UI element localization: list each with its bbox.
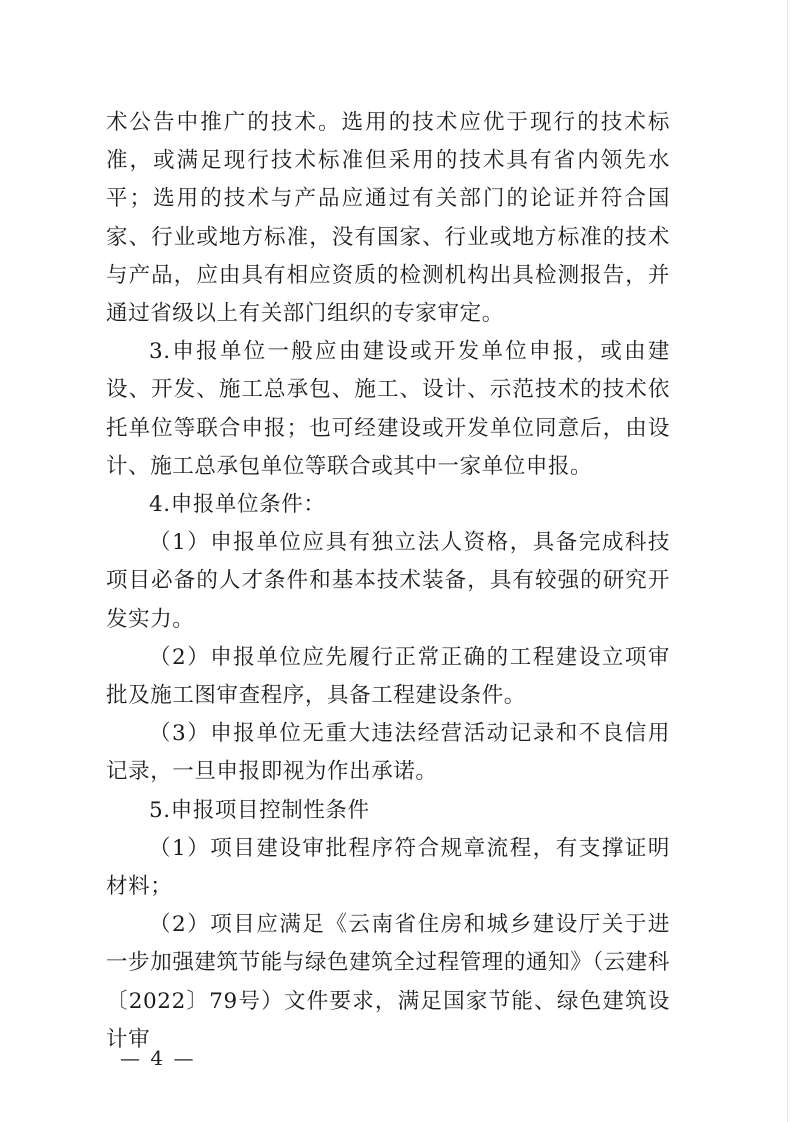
paragraph-item-4-3: （3）申报单位无重大违法经营活动记录和不良信用记录，一旦申报即视为作出承诺。 [106, 721, 670, 785]
paragraph-item-4-1: （1）申报单位应具有独立法人资格，具备完成科技项目必备的人才条件和基本技术装备，具有较强的研究开发实力。 [106, 530, 670, 632]
document-body [106, 104, 670, 1059]
paragraph-continuation: 术公告中推广的技术。选用的技术应优于现行的技术标准，或满足现行技术标准但采用的技术具有省内领先水平；选用的技术与产品应通过有关部门的论证并符合国家、行业或地方标准，没有国家、行业或地方标准的技术与产品，应由具有相应资质的检测机构出具检测报告，并通过省级以上有关部门组织的专家审定。 [106, 110, 670, 327]
paragraph-item-5-2: （2）项目应满足《云南省住房和城乡建设厅关于进一步加强建筑节能与绿色建筑全过程管理的通知》（云建科〔2022〕79号）文件要求，满足国家节能、绿色建筑设计审 [106, 912, 670, 1052]
paragraph-item-5-heading: 5.申报项目控制性条件 [149, 797, 370, 823]
paragraph-item-3: 3.申报单位一般应由建设或开发单位申报，或由建设、开发、施工总承包、施工、设计、示范技术的技术依托单位等联合申报；也可经建设或开发单位同意后，由设计、施工总承包单位等联合或其中一家单位申报。 [106, 339, 670, 479]
scan-edge-line [787, 0, 788, 1122]
paragraph-item-4-heading: 4.申报单位条件： [149, 492, 326, 518]
paragraph-item-5-1: （1）项目建设审批程序符合规章流程，有支撑证明材料； [106, 835, 670, 900]
page-number: — 4 — [120, 1046, 196, 1070]
paragraph-item-4-2: （2）申报单位应先履行正常正确的工程建设立项审批及施工图审查程序，具备工程建设条件。 [106, 644, 670, 709]
